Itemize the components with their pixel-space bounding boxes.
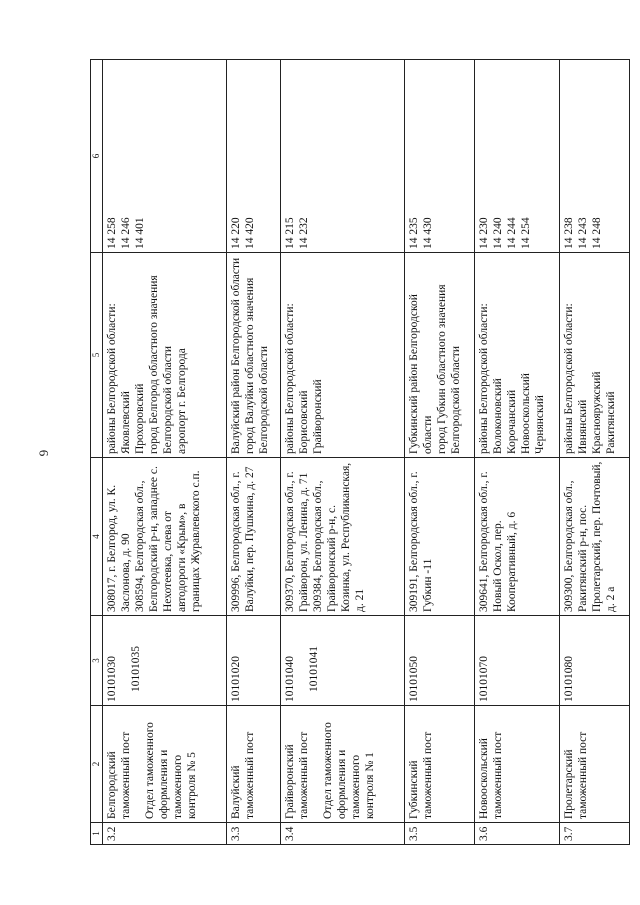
post-code-cell [560,616,630,706]
header-cell: 2 [91,706,103,823]
post-name: Отдел таможенного оформления и таможенного контроля № 5 [144,722,199,819]
post-code: 10101040 [283,656,296,702]
region-line: город Губкин областного значения Белгородской области [436,284,463,454]
post-name: Губкинский таможенный пост [408,731,435,819]
row-number-cell [103,823,227,845]
row-number: 3.5 [408,826,421,841]
address-cell [280,458,404,616]
address-cell [560,458,630,616]
post-code: 10101080 [563,656,576,702]
region-line: Борисовский [297,390,310,454]
customs-posts-table [90,59,630,845]
table-row [474,60,560,845]
region-line: районы Белгородской области: [283,303,296,454]
okato-code: 14 232 [297,217,310,249]
table-row [280,60,404,845]
post-code-cell [280,616,404,706]
region-line: город Белгород областного значения Белгородской области [148,275,175,454]
okato-code-cell [474,60,560,253]
header-cell: 1 [91,823,103,845]
region-line: город Валуйки областного значения Белгородской области [244,277,271,454]
post-code-cell [103,616,227,706]
address: 309641, Белгородская обл., г. Новый Оскол, пер. Кооперативный, д. 6 [477,471,518,612]
region-cell [103,253,227,458]
okato-code-cell [405,60,475,253]
okato-code: 14 243 [577,217,590,249]
region-line: Волоконовский [491,378,504,454]
address-cell [103,458,227,616]
post-name-cell [560,706,630,823]
address-cell [227,458,281,616]
address-cell [405,458,475,616]
table-row [405,60,475,845]
page-number: 6 [36,449,52,457]
address: 309996, Белгородская обл., г. Валуйки, пер. Пушкина, д. 27 [230,466,257,612]
okato-code: 14 254 [519,217,532,249]
region-cell [560,253,630,458]
post-code: 10101030 [106,656,118,702]
region-cell [280,253,404,458]
okato-code-cell [103,60,227,253]
okato-code: 14 246 [120,217,133,249]
table-row [103,60,227,845]
okato-code: 14 430 [422,217,435,249]
region-line: районы Белгородской области: [106,303,118,454]
post-name-cell [103,706,227,823]
okato-code-cell [280,60,404,253]
post-code: 10101020 [230,656,243,702]
region-line: Губкинский район Белгородской области [408,294,435,454]
region-line: районы Белгородской области: [563,303,576,454]
region-line: Яковлевский [120,391,133,454]
okato-code: 14 248 [591,217,604,249]
address: 309191, Белгородская обл., г. Губкин -11 [408,471,435,612]
okato-code: 14 420 [244,217,257,249]
region-cell [474,253,560,458]
post-name: Валуйский таможенный пост [230,731,257,819]
region-line: Чернянский [533,395,546,454]
row-number: 3.2 [106,826,118,841]
post-name-cell [280,706,404,823]
row-number: 3.6 [477,826,490,841]
post-name-cell [474,706,560,823]
region-line: Валуйский район Белгородской области [230,257,243,454]
okato-code: 14 238 [563,217,576,249]
rotated-page [90,60,630,845]
post-name: Новооскольский таможенный пост [477,731,504,819]
okato-code: 14 244 [505,217,518,249]
okato-code: 14 401 [134,217,147,249]
post-name: Белгородский таможенный пост [106,731,133,819]
okato-code: 14 258 [106,217,118,249]
post-name-cell [405,706,475,823]
post-code-cell [227,616,281,706]
region-line: Ракитянский [605,391,618,454]
okato-code-cell [560,60,630,253]
address: 309300, Белгородская обл., Ракитянский р-н, пос. Пролетарский, пер. Почтовый, д. 2 а [563,461,618,612]
address-cell [474,458,560,616]
address: 309384, Белгородская обл., Грайворонский р-н, с. Козинка, ул. Республиканская, д. 21 [311,462,366,612]
header-cell: 4 [91,458,103,616]
okato-code: 14 240 [491,217,504,249]
post-name-cell [227,706,281,823]
post-code: 10101035 [130,646,143,692]
region-line: Прохоровский [134,383,147,454]
post-name: Отдел таможенного оформления и таможенного контроля № 1 [321,722,376,819]
region-cell [405,253,475,458]
row-number: 3.3 [230,826,243,841]
region-line: Новооскольский [519,373,532,454]
okato-code: 14 230 [477,217,490,249]
address: 309370, Белгородская обл., г. Грайворон, ул. Ленина, д. 71 [283,471,310,612]
row-number-cell [227,823,281,845]
post-code: 10101050 [408,656,421,702]
header-cell: 6 [91,60,103,253]
region-cell [227,253,281,458]
okato-code: 14 220 [230,217,243,249]
region-line: аэропорт г. Белгорода [176,348,189,454]
address: 308017, г. Белгород, ул. К. Заслонова, д. 90 [106,484,133,612]
okato-code-cell [227,60,281,253]
row-number-cell [280,823,404,845]
okato-code: 14 235 [408,217,421,249]
region-line: Ивнянский [577,399,590,454]
table-row [560,60,630,845]
region-line: Грайворонский [311,379,324,454]
address: 308594, Белгородская обл., Белгородский р-н, западнее с. Нехотеевка, слева от автодороги «Крым», в границах Журавлевского с.п. [134,466,203,612]
header-cell: 5 [91,253,103,458]
region-line: районы Белгородской области: [477,303,490,454]
row-number-cell [474,823,560,845]
post-code: 10101070 [477,656,490,702]
region-line: Корочанский [505,389,518,454]
row-number-cell [405,823,475,845]
table-row [227,60,281,845]
post-code-cell [405,616,475,706]
header-cell: 3 [91,616,103,706]
post-code-cell [474,616,560,706]
post-name: Пролетарский таможенный пост [563,731,590,819]
row-number: 3.4 [283,826,296,841]
row-number-cell [560,823,630,845]
row-number: 3.7 [563,826,576,841]
okato-code: 14 215 [283,217,296,249]
post-name: Грайворонский таможенный пост [283,731,310,819]
region-line: Краснояружский [591,371,604,454]
post-code: 10101041 [307,646,320,692]
header-row [91,60,103,845]
